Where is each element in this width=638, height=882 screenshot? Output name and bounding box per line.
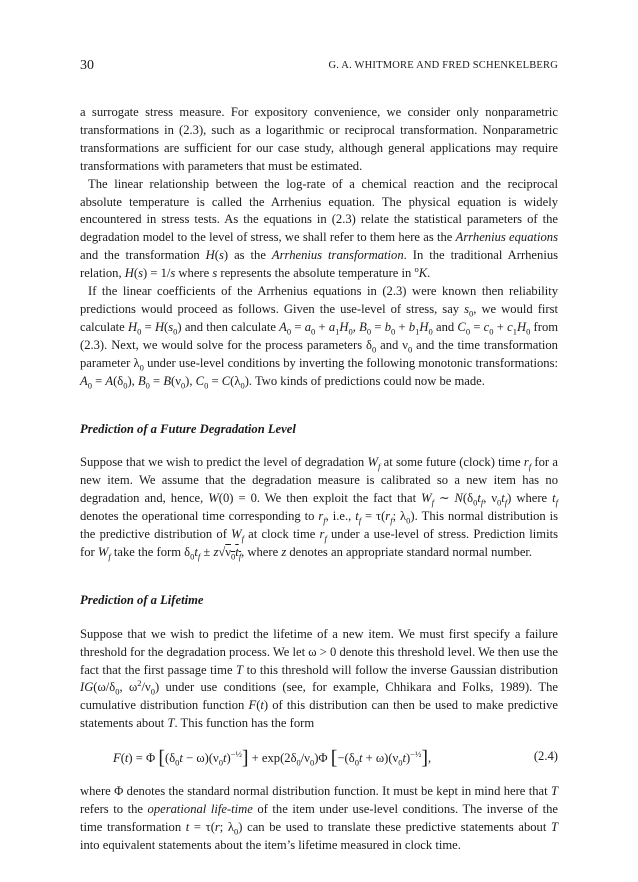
paragraph: Suppose that we wish to predict the lifetime of a new item. We must first specify a failure threshold for the degradation process. We let ω > 0 denote this threshold level. We then use the fact that the first passage time T to this threshold will follow the inverse Gaussian distribution $IG(\omega/\delta_0$, $\omega^2/\nu_0$) under use conditions (see, for example, Chhikara and Folks, 1989). The cumulative distribution function F(t) of this distribution can then be used to make predictive statements about T. This function has the form — [80, 626, 558, 731]
equation-expression: F(t) = Φ $[(\delta_0t - \omega)(\nu_0t)^{-\frac{1}{2}}] + \exp(2\delta_0/\nu_0)\Phi$ $[-(\delta_0t + \omega)(\nu_0t)^{-\frac{1}{2}}]$, — [113, 747, 432, 770]
article-body — [80, 104, 558, 855]
page-header — [80, 58, 558, 76]
paragraph: where Φ denotes the standard normal distribution function. It must be kept in mind here that T refers to the operational life-time of the item under use-level conditions. The inverse of the time transformation t = τ(r; $\lambda_0$) can be used to translate these predictive statements about T into equivalent statements about the item’s lifetime measured in clock time. — [80, 784, 558, 852]
running-head: G. A. WHITMORE AND FRED SCHENKELBERG — [328, 60, 558, 71]
section-title-lifetime: Prediction of a Lifetime — [80, 592, 204, 607]
equation-2-4 — [80, 745, 558, 771]
page-number: 30 — [80, 58, 94, 73]
paragraph: a surrogate stress measure. For expository convenience, we consider only nonparametric transformations in (2.3), such as a logarithmic or reciprocal transformation. Nonparametric transformations are sufficient for our case study, although general applications may require transformations with parameters that must be estimated. — [80, 105, 558, 173]
paragraph: Suppose that we wish to predict the level of degradation $W_f$ at some future (clock) time $r_f$ for a new item. We assume that the degradation measure is calibrated so a new item has no degradation and, hence, W(0) = 0. We then exploit the fact that $W_f$ ∼ $N(\delta_0t_f$, $\nu_0t_f$) where $t_f$ denotes the operational time corresponding to $r_f$, i.e., $t_f = \tau(r_f$; $\lambda_0$). This normal distribution is the predictive distribution of $W_f$ at clock time $r_f$ under a use-level of stress. Prediction limits for $W_f$ take the form $\delta_0t_f \pm z√\nu_0t_f$, where z denotes an appropriate standard normal number. — [80, 455, 559, 562]
section-title-future-degradation: Prediction of a Future Degradation Level — [80, 421, 296, 436]
equation-number: (2.4) — [533, 749, 558, 764]
paragraph: The linear relationship between the log-rate of a chemical reaction and the reciprocal absolute temperature is called the Arrhenius equation. The physical equation is widely encountered in stress tests. As the equations in (2.3) relate the statistical parameters of the degradation model to the level of stress, we shall refer to them here as the Arrhenius equations and the transformation H(s) as the Arrhenius transformation. In the traditional Arrhenius relation, H(s) = 1/s where s represents the absolute temperature in $^o$K. — [80, 176, 559, 281]
paragraph: If the linear coefficients of the Arrhenius equations in (2.3) were known then reliability predictions would proceed as follows. Given the use-level of stress, say $s_0$, we would first calculate $H_0 = H(s_0)$ and then calculate $A_0 = a_0 + a_1H_0$, $B_0 = b_0 + b_1H_0$ and $C_0 = c_0 + c_1H_0$ from (2.3). Next, we would solve for the process parameters $\delta_0$ and $\nu_0$ and the time transformation parameter $\lambda_0$ under use-level conditions by inverting the following monotonic transformations: $A_0 = A(\delta_0)$, $B_0 = B(\nu_0)$, $C_0 = C(\lambda_0)$. Two kinds of predictions could now be made. — [80, 284, 559, 391]
